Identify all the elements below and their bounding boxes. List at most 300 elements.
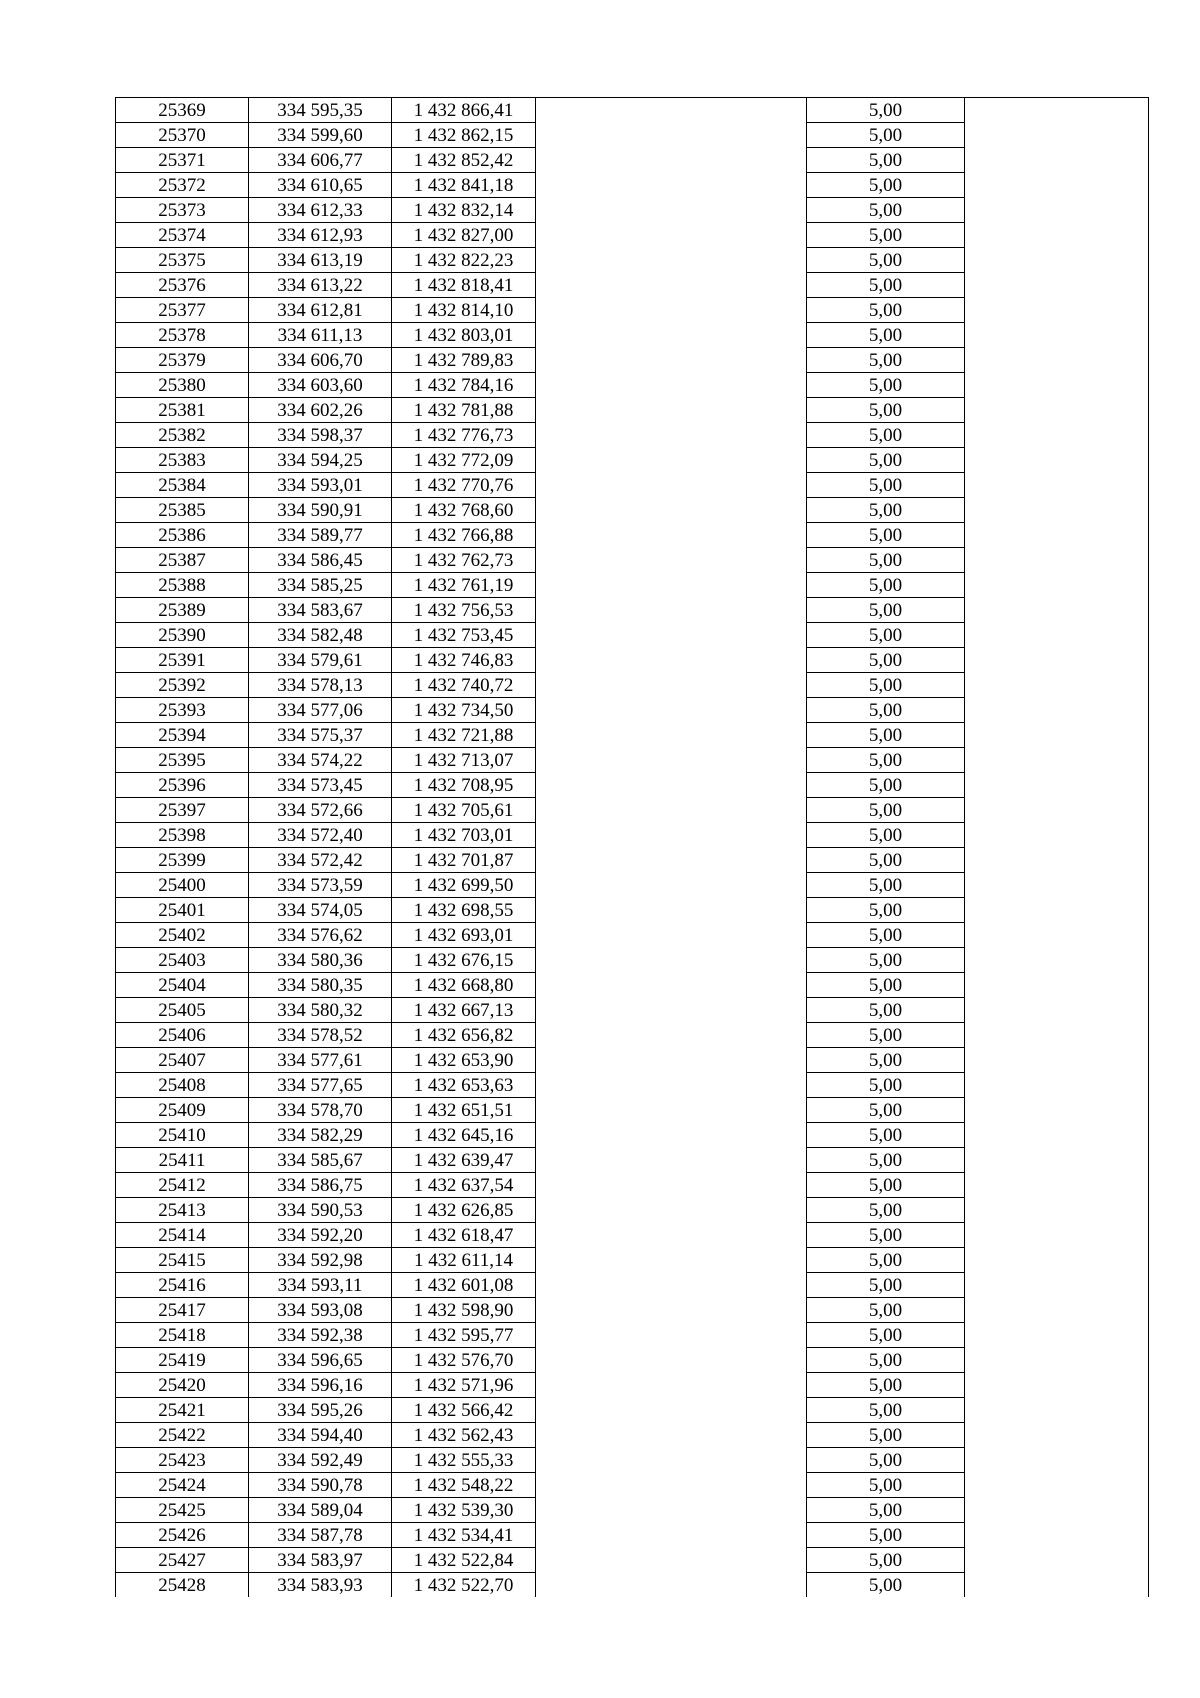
value-cell: 5,00: [807, 773, 965, 798]
table-row: [116, 1148, 1149, 1173]
note-cell: [536, 1073, 807, 1098]
point-number-cell: 25380: [116, 373, 249, 398]
table-row: [116, 1048, 1149, 1073]
x-coordinate-cell: 334 594,40: [249, 1423, 392, 1448]
value-cell: 5,00: [807, 1248, 965, 1273]
point-number-cell: 25392: [116, 673, 249, 698]
extra-cell: [965, 798, 1149, 823]
y-coordinate-cell: 1 432 776,73: [392, 423, 536, 448]
table-row: [116, 1573, 1149, 1598]
note-cell: [536, 448, 807, 473]
value-cell: 5,00: [807, 1098, 965, 1123]
extra-cell: [965, 1498, 1149, 1523]
point-number-cell: 25372: [116, 173, 249, 198]
value-cell: 5,00: [807, 348, 965, 373]
table-row: [116, 98, 1149, 123]
value-cell: 5,00: [807, 673, 965, 698]
y-coordinate-cell: 1 432 827,00: [392, 223, 536, 248]
extra-cell: [965, 198, 1149, 223]
y-coordinate-cell: 1 432 734,50: [392, 698, 536, 723]
extra-cell: [965, 848, 1149, 873]
point-number-cell: 25415: [116, 1248, 249, 1273]
extra-cell: [965, 948, 1149, 973]
value-cell: 5,00: [807, 323, 965, 348]
x-coordinate-cell: 334 596,16: [249, 1373, 392, 1398]
note-cell: [536, 1448, 807, 1473]
x-coordinate-cell: 334 575,37: [249, 723, 392, 748]
note-cell: [536, 898, 807, 923]
note-cell: [536, 248, 807, 273]
y-coordinate-cell: 1 432 832,14: [392, 198, 536, 223]
value-cell: 5,00: [807, 748, 965, 773]
note-cell: [536, 1098, 807, 1123]
note-cell: [536, 873, 807, 898]
table-row: [116, 498, 1149, 523]
value-cell: 5,00: [807, 873, 965, 898]
y-coordinate-cell: 1 432 721,88: [392, 723, 536, 748]
x-coordinate-cell: 334 595,26: [249, 1398, 392, 1423]
note-cell: [536, 823, 807, 848]
note-cell: [536, 773, 807, 798]
extra-cell: [965, 348, 1149, 373]
extra-cell: [965, 173, 1149, 198]
point-number-cell: 25419: [116, 1348, 249, 1373]
value-cell: 5,00: [807, 1223, 965, 1248]
note-cell: [536, 948, 807, 973]
x-coordinate-cell: 334 579,61: [249, 648, 392, 673]
extra-cell: [965, 248, 1149, 273]
y-coordinate-cell: 1 432 852,42: [392, 148, 536, 173]
value-cell: 5,00: [807, 1198, 965, 1223]
y-coordinate-cell: 1 432 566,42: [392, 1398, 536, 1423]
table-row: [116, 273, 1149, 298]
y-coordinate-cell: 1 432 768,60: [392, 498, 536, 523]
x-coordinate-cell: 334 593,01: [249, 473, 392, 498]
extra-cell: [965, 1273, 1149, 1298]
extra-cell: [965, 573, 1149, 598]
table-row: [116, 448, 1149, 473]
note-cell: [536, 1548, 807, 1573]
note-cell: [536, 1173, 807, 1198]
extra-cell: [965, 373, 1149, 398]
x-coordinate-cell: 334 592,49: [249, 1448, 392, 1473]
y-coordinate-cell: 1 432 822,23: [392, 248, 536, 273]
y-coordinate-cell: 1 432 576,70: [392, 1348, 536, 1373]
note-cell: [536, 798, 807, 823]
coordinates-table: [115, 97, 1149, 1597]
y-coordinate-cell: 1 432 667,13: [392, 998, 536, 1023]
value-cell: 5,00: [807, 1473, 965, 1498]
y-coordinate-cell: 1 432 708,95: [392, 773, 536, 798]
extra-cell: [965, 1448, 1149, 1473]
point-number-cell: 25379: [116, 348, 249, 373]
x-coordinate-cell: 334 598,37: [249, 423, 392, 448]
y-coordinate-cell: 1 432 626,85: [392, 1198, 536, 1223]
value-cell: 5,00: [807, 798, 965, 823]
table-row: [116, 148, 1149, 173]
note-cell: [536, 423, 807, 448]
point-number-cell: 25416: [116, 1273, 249, 1298]
y-coordinate-cell: 1 432 740,72: [392, 673, 536, 698]
value-cell: 5,00: [807, 1123, 965, 1148]
value-cell: 5,00: [807, 1148, 965, 1173]
value-cell: 5,00: [807, 1573, 965, 1598]
x-coordinate-cell: 334 574,22: [249, 748, 392, 773]
table-row: [116, 1173, 1149, 1198]
point-number-cell: 25418: [116, 1323, 249, 1348]
point-number-cell: 25398: [116, 823, 249, 848]
table-row: [116, 798, 1149, 823]
y-coordinate-cell: 1 432 653,90: [392, 1048, 536, 1073]
point-number-cell: 25411: [116, 1148, 249, 1173]
extra-cell: [965, 998, 1149, 1023]
table-row: [116, 248, 1149, 273]
y-coordinate-cell: 1 432 693,01: [392, 923, 536, 948]
point-number-cell: 25373: [116, 198, 249, 223]
table-body: [116, 98, 1149, 1598]
table-row: [116, 1523, 1149, 1548]
note-cell: [536, 1498, 807, 1523]
point-number-cell: 25374: [116, 223, 249, 248]
x-coordinate-cell: 334 583,67: [249, 598, 392, 623]
extra-cell: [965, 1248, 1149, 1273]
point-number-cell: 25403: [116, 948, 249, 973]
y-coordinate-cell: 1 432 862,15: [392, 123, 536, 148]
table-row: [116, 1073, 1149, 1098]
extra-cell: [965, 1173, 1149, 1198]
x-coordinate-cell: 334 572,42: [249, 848, 392, 873]
x-coordinate-cell: 334 572,40: [249, 823, 392, 848]
extra-cell: [965, 1073, 1149, 1098]
y-coordinate-cell: 1 432 571,96: [392, 1373, 536, 1398]
value-cell: 5,00: [807, 723, 965, 748]
x-coordinate-cell: 334 612,81: [249, 298, 392, 323]
y-coordinate-cell: 1 432 618,47: [392, 1223, 536, 1248]
extra-cell: [965, 1023, 1149, 1048]
y-coordinate-cell: 1 432 705,61: [392, 798, 536, 823]
point-number-cell: 25406: [116, 1023, 249, 1048]
extra-cell: [965, 623, 1149, 648]
note-cell: [536, 148, 807, 173]
point-number-cell: 25400: [116, 873, 249, 898]
x-coordinate-cell: 334 613,19: [249, 248, 392, 273]
value-cell: 5,00: [807, 398, 965, 423]
table-row: [116, 723, 1149, 748]
extra-cell: [965, 223, 1149, 248]
table-row: [116, 1373, 1149, 1398]
x-coordinate-cell: 334 578,70: [249, 1098, 392, 1123]
value-cell: 5,00: [807, 223, 965, 248]
table-row: [116, 1023, 1149, 1048]
extra-cell: [965, 1148, 1149, 1173]
table-row: [116, 948, 1149, 973]
table-row: [116, 1348, 1149, 1373]
point-number-cell: 25386: [116, 523, 249, 548]
note-cell: [536, 1148, 807, 1173]
point-number-cell: 25375: [116, 248, 249, 273]
table-row: [116, 973, 1149, 998]
y-coordinate-cell: 1 432 534,41: [392, 1523, 536, 1548]
point-number-cell: 25426: [116, 1523, 249, 1548]
y-coordinate-cell: 1 432 818,41: [392, 273, 536, 298]
extra-cell: [965, 1473, 1149, 1498]
note-cell: [536, 1248, 807, 1273]
extra-cell: [965, 873, 1149, 898]
point-number-cell: 25410: [116, 1123, 249, 1148]
point-number-cell: 25397: [116, 798, 249, 823]
y-coordinate-cell: 1 432 699,50: [392, 873, 536, 898]
extra-cell: [965, 398, 1149, 423]
table-row: [116, 873, 1149, 898]
y-coordinate-cell: 1 432 803,01: [392, 323, 536, 348]
point-number-cell: 25401: [116, 898, 249, 923]
table-row: [116, 1423, 1149, 1448]
extra-cell: [965, 448, 1149, 473]
extra-cell: [965, 1048, 1149, 1073]
note-cell: [536, 1323, 807, 1348]
x-coordinate-cell: 334 580,35: [249, 973, 392, 998]
table-row: [116, 1223, 1149, 1248]
point-number-cell: 25417: [116, 1298, 249, 1323]
x-coordinate-cell: 334 586,75: [249, 1173, 392, 1198]
table-row: [116, 1498, 1149, 1523]
point-number-cell: 25424: [116, 1473, 249, 1498]
y-coordinate-cell: 1 432 761,19: [392, 573, 536, 598]
table-row: [116, 748, 1149, 773]
value-cell: 5,00: [807, 298, 965, 323]
point-number-cell: 25402: [116, 923, 249, 948]
extra-cell: [965, 923, 1149, 948]
x-coordinate-cell: 334 610,65: [249, 173, 392, 198]
x-coordinate-cell: 334 590,53: [249, 1198, 392, 1223]
x-coordinate-cell: 334 594,25: [249, 448, 392, 473]
extra-cell: [965, 723, 1149, 748]
extra-cell: [965, 1123, 1149, 1148]
extra-cell: [965, 823, 1149, 848]
point-number-cell: 25413: [116, 1198, 249, 1223]
value-cell: 5,00: [807, 1348, 965, 1373]
note-cell: [536, 348, 807, 373]
y-coordinate-cell: 1 432 637,54: [392, 1173, 536, 1198]
point-number-cell: 25412: [116, 1173, 249, 1198]
value-cell: 5,00: [807, 1498, 965, 1523]
table-row: [116, 1248, 1149, 1273]
note-cell: [536, 123, 807, 148]
x-coordinate-cell: 334 577,61: [249, 1048, 392, 1073]
y-coordinate-cell: 1 432 770,76: [392, 473, 536, 498]
point-number-cell: 25387: [116, 548, 249, 573]
value-cell: 5,00: [807, 173, 965, 198]
extra-cell: [965, 698, 1149, 723]
y-coordinate-cell: 1 432 753,45: [392, 623, 536, 648]
value-cell: 5,00: [807, 1023, 965, 1048]
value-cell: 5,00: [807, 623, 965, 648]
x-coordinate-cell: 334 585,25: [249, 573, 392, 598]
point-number-cell: 25427: [116, 1548, 249, 1573]
point-number-cell: 25409: [116, 1098, 249, 1123]
x-coordinate-cell: 334 573,59: [249, 873, 392, 898]
note-cell: [536, 598, 807, 623]
y-coordinate-cell: 1 432 611,14: [392, 1248, 536, 1273]
point-number-cell: 25404: [116, 973, 249, 998]
x-coordinate-cell: 334 576,62: [249, 923, 392, 948]
y-coordinate-cell: 1 432 814,10: [392, 298, 536, 323]
y-coordinate-cell: 1 432 562,43: [392, 1423, 536, 1448]
value-cell: 5,00: [807, 648, 965, 673]
point-number-cell: 25393: [116, 698, 249, 723]
y-coordinate-cell: 1 432 841,18: [392, 173, 536, 198]
x-coordinate-cell: 334 602,26: [249, 398, 392, 423]
note-cell: [536, 573, 807, 598]
note-cell: [536, 98, 807, 123]
point-number-cell: 25382: [116, 423, 249, 448]
extra-cell: [965, 1573, 1149, 1598]
x-coordinate-cell: 334 573,45: [249, 773, 392, 798]
table-row: [116, 623, 1149, 648]
y-coordinate-cell: 1 432 555,33: [392, 1448, 536, 1473]
x-coordinate-cell: 334 592,38: [249, 1323, 392, 1348]
table-row: [116, 423, 1149, 448]
note-cell: [536, 1023, 807, 1048]
table-row: [116, 373, 1149, 398]
y-coordinate-cell: 1 432 522,70: [392, 1573, 536, 1598]
table-row: [116, 1123, 1149, 1148]
y-coordinate-cell: 1 432 766,88: [392, 523, 536, 548]
table-row: [116, 523, 1149, 548]
extra-cell: [965, 548, 1149, 573]
extra-cell: [965, 1373, 1149, 1398]
point-number-cell: 25414: [116, 1223, 249, 1248]
table-row: [116, 1323, 1149, 1348]
note-cell: [536, 673, 807, 698]
x-coordinate-cell: 334 580,36: [249, 948, 392, 973]
point-number-cell: 25369: [116, 98, 249, 123]
x-coordinate-cell: 334 592,98: [249, 1248, 392, 1273]
point-number-cell: 25396: [116, 773, 249, 798]
x-coordinate-cell: 334 593,11: [249, 1273, 392, 1298]
table-row: [116, 473, 1149, 498]
point-number-cell: 25390: [116, 623, 249, 648]
value-cell: 5,00: [807, 123, 965, 148]
value-cell: 5,00: [807, 923, 965, 948]
table-row: [116, 598, 1149, 623]
extra-cell: [965, 973, 1149, 998]
value-cell: 5,00: [807, 573, 965, 598]
table-row: [116, 823, 1149, 848]
note-cell: [536, 923, 807, 948]
point-number-cell: 25423: [116, 1448, 249, 1473]
note-cell: [536, 198, 807, 223]
x-coordinate-cell: 334 592,20: [249, 1223, 392, 1248]
point-number-cell: 25378: [116, 323, 249, 348]
value-cell: 5,00: [807, 198, 965, 223]
point-number-cell: 25370: [116, 123, 249, 148]
extra-cell: [965, 1298, 1149, 1323]
extra-cell: [965, 598, 1149, 623]
x-coordinate-cell: 334 589,04: [249, 1498, 392, 1523]
x-coordinate-cell: 334 611,13: [249, 323, 392, 348]
y-coordinate-cell: 1 432 668,80: [392, 973, 536, 998]
extra-cell: [965, 473, 1149, 498]
table-row: [116, 298, 1149, 323]
y-coordinate-cell: 1 432 598,90: [392, 1298, 536, 1323]
value-cell: 5,00: [807, 1298, 965, 1323]
x-coordinate-cell: 334 613,22: [249, 273, 392, 298]
x-coordinate-cell: 334 583,97: [249, 1548, 392, 1573]
y-coordinate-cell: 1 432 656,82: [392, 1023, 536, 1048]
table-row: [116, 548, 1149, 573]
y-coordinate-cell: 1 432 522,84: [392, 1548, 536, 1573]
note-cell: [536, 548, 807, 573]
table-row: [116, 1098, 1149, 1123]
extra-cell: [965, 298, 1149, 323]
table-row: [116, 898, 1149, 923]
value-cell: 5,00: [807, 698, 965, 723]
note-cell: [536, 473, 807, 498]
point-number-cell: 25405: [116, 998, 249, 1023]
value-cell: 5,00: [807, 598, 965, 623]
value-cell: 5,00: [807, 373, 965, 398]
table-row: [116, 698, 1149, 723]
x-coordinate-cell: 334 590,78: [249, 1473, 392, 1498]
table-row: [116, 1473, 1149, 1498]
extra-cell: [965, 1323, 1149, 1348]
extra-cell: [965, 648, 1149, 673]
y-coordinate-cell: 1 432 772,09: [392, 448, 536, 473]
extra-cell: [965, 1423, 1149, 1448]
note-cell: [536, 323, 807, 348]
point-number-cell: 25388: [116, 573, 249, 598]
extra-cell: [965, 523, 1149, 548]
y-coordinate-cell: 1 432 701,87: [392, 848, 536, 873]
value-cell: 5,00: [807, 1373, 965, 1398]
table-row: [116, 998, 1149, 1023]
value-cell: 5,00: [807, 1448, 965, 1473]
note-cell: [536, 723, 807, 748]
x-coordinate-cell: 334 599,60: [249, 123, 392, 148]
x-coordinate-cell: 334 612,93: [249, 223, 392, 248]
point-number-cell: 25384: [116, 473, 249, 498]
value-cell: 5,00: [807, 423, 965, 448]
extra-cell: [965, 898, 1149, 923]
note-cell: [536, 998, 807, 1023]
extra-cell: [965, 1348, 1149, 1373]
y-coordinate-cell: 1 432 762,73: [392, 548, 536, 573]
note-cell: [536, 523, 807, 548]
point-number-cell: 25381: [116, 398, 249, 423]
table-row: [116, 173, 1149, 198]
point-number-cell: 25399: [116, 848, 249, 873]
table-row: [116, 198, 1149, 223]
x-coordinate-cell: 334 582,29: [249, 1123, 392, 1148]
note-cell: [536, 748, 807, 773]
table-row: [116, 923, 1149, 948]
x-coordinate-cell: 334 593,08: [249, 1298, 392, 1323]
value-cell: 5,00: [807, 1423, 965, 1448]
point-number-cell: 25394: [116, 723, 249, 748]
x-coordinate-cell: 334 603,60: [249, 373, 392, 398]
point-number-cell: 25377: [116, 298, 249, 323]
note-cell: [536, 973, 807, 998]
note-cell: [536, 1223, 807, 1248]
extra-cell: [965, 673, 1149, 698]
point-number-cell: 25422: [116, 1423, 249, 1448]
x-coordinate-cell: 334 580,32: [249, 998, 392, 1023]
table-row: [116, 573, 1149, 598]
note-cell: [536, 1123, 807, 1148]
y-coordinate-cell: 1 432 548,22: [392, 1473, 536, 1498]
y-coordinate-cell: 1 432 639,47: [392, 1148, 536, 1173]
